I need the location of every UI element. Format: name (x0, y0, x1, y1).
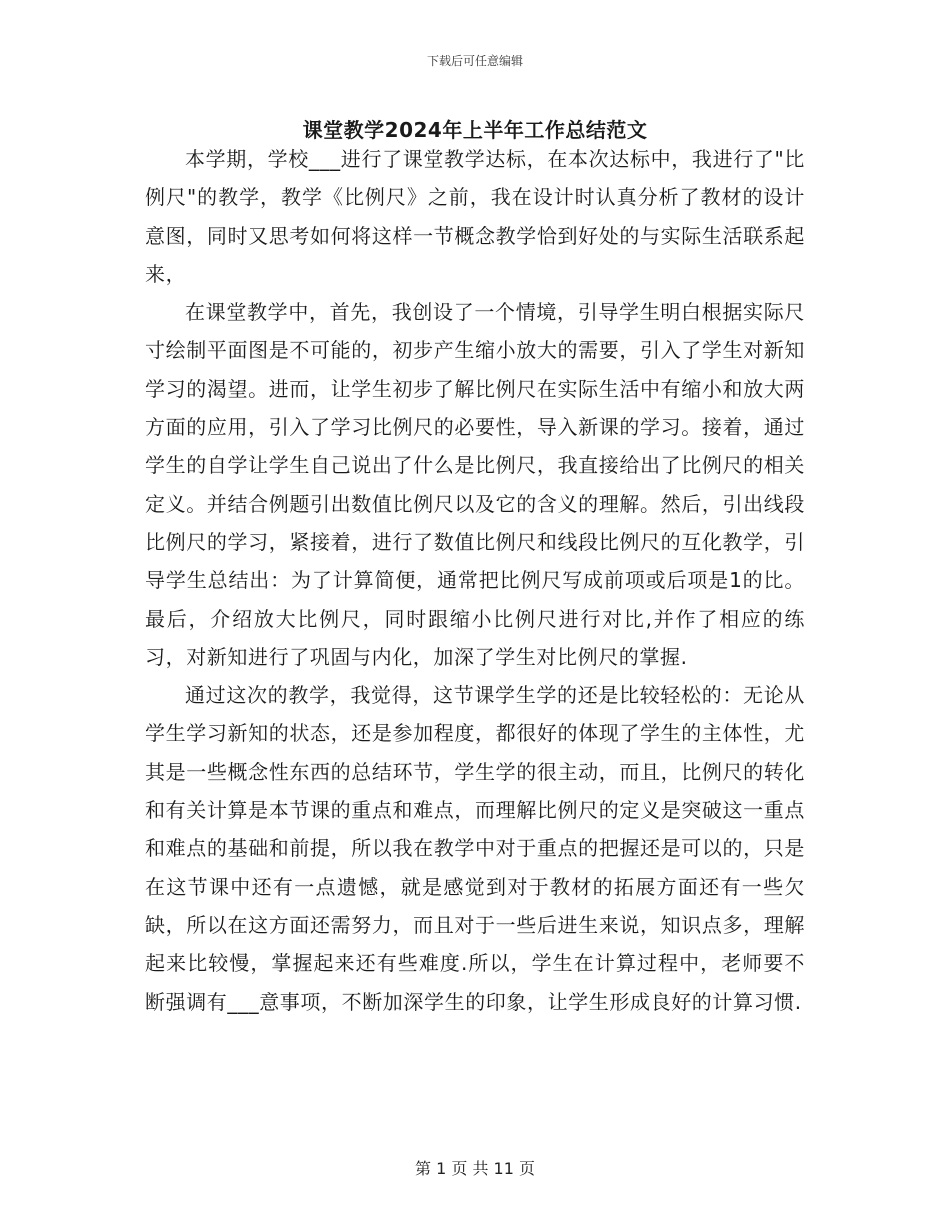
paragraph-2: 在课堂教学中，首先，我创设了一个情境，引导学生明白根据实际尺寸绘制平面图是不可能的，初步产生缩小放大的需要，引入了学生对新知学习的渴望。进而，让学生初步了解比例尺在实际生活中有缩小和放大两方面的应用，引入了学习比例尺的必要性，导入新课的学习。接着，通过学生的自学让学生自己说出了什么是比例尺，我直接给出了比例尺的相关定义。并结合例题引出数值比例尺以及它的含义的理解。然后，引出线段比例尺的学习，紧接着，进行了数值比例尺和线段比例尺的互化教学，引导学生总结出：为了计算简便，通常把比例尺写成前项或后项是1的比。最后，介绍放大比例尺，同时跟缩小比例尺进行对比,并作了相应的练习，对新知进行了巩固与内化，加深了学生对比例尺的掌握. (145, 300, 805, 669)
document-title: 课堂教学2024年上半年工作总结范文 (302, 118, 648, 142)
header-note: 下载后可任意编辑 (426, 54, 523, 68)
page-number: 第 1 页 共 11 页 (415, 1159, 535, 1178)
document-body (145, 140, 805, 1021)
paragraph-1: 本学期，学校___进行了课堂教学达标，在本次达标中，我进行了"比例尺"的教学，教学《比例尺》之前，我在设计时认真分析了教材的设计意图，同时又思考如何将这样一节概念教学恰到好处的与实际生活联系起来， (145, 147, 805, 286)
paragraph-3: 通过这次的教学，我觉得，这节课学生学的还是比较轻松的：无论从学生学习新知的状态，还是参加程度，都很好的体现了学生的主体性，尤其是一些概念性东西的总结环节，学生学的很主动，而且，比例尺的转化和有关计算是本节课的重点和难点，而理解比例尺的定义是突破这一重点和难点的基础和前提，所以我在教学中对于重点的把握还是可以的，只是在这节课中还有一点遗憾，就是感觉到对于教材的拓展方面还有一些欠缺，所以在这方面还需努力，而且对于一些后进生来说，知识点多，理解起来比较慢，掌握起来还有些难度.所以，学生在计算过程中，老师要不断强调有___意事项，不断加深学生的印象，让学生形成良好的计算习惯. (145, 683, 805, 1014)
